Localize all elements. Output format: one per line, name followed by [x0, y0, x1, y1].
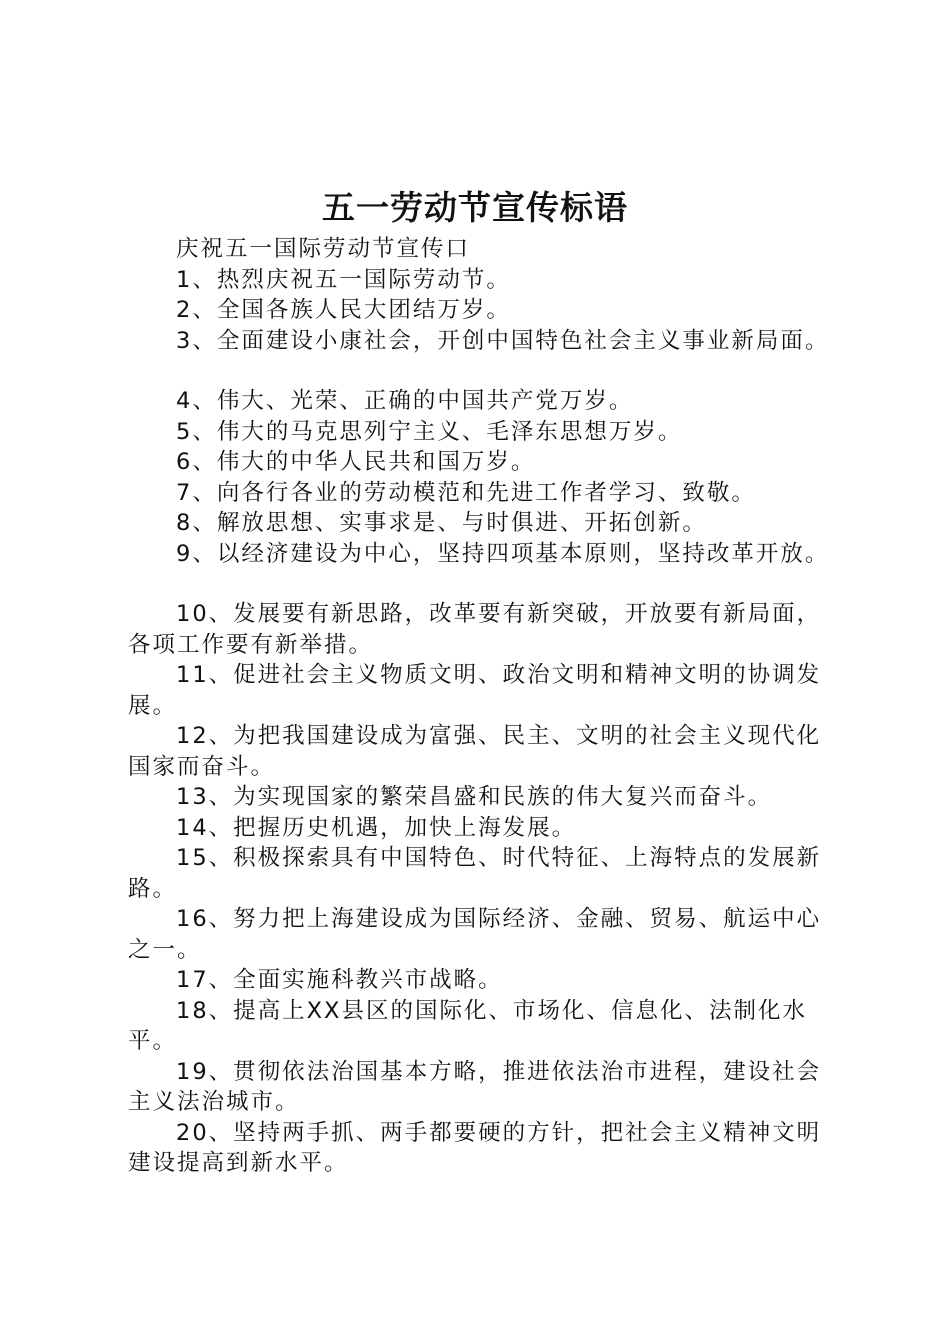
slogan-14: 14、把握历史机遇，加快上海发展。: [176, 814, 577, 841]
slogan-9: 9、以经济建设为中心，坚持四项基本原则，坚持改革开放。: [176, 540, 830, 567]
slogan-20: 20、坚持两手抓、两手都要硬的方针，把社会主义精神文明建设提高到新水平。: [128, 1119, 822, 1176]
slogan-1: 1、热烈庆祝五一国际劳动节。: [176, 266, 511, 293]
slogan-7: 7、向各行各业的劳动模范和先进工作者学习、致敬。: [176, 479, 756, 506]
slogan-10: 10、发展要有新思路，改革要有新突破，开放要有新局面，各项工作要有新举措。: [128, 601, 822, 658]
slogan-6: 6、伟大的中华人民共和国万岁。: [176, 449, 536, 475]
slogan-16: 16、努力把上海建设成为国际经济、金融、贸易、航运中心之一。: [128, 906, 822, 963]
slogan-8: 8、解放思想、实事求是、与时俱进、开拓创新。: [176, 510, 707, 536]
document-body: [128, 234, 840, 1179]
slogan-19: 19、贯彻依法治国基本方略，推进依法治市进程，建设社会主义法治城市。: [128, 1058, 822, 1115]
document-title: 五一劳动节宣传标语: [322, 188, 628, 227]
slogan-2: 2、全国各族人民大团结万岁。: [176, 297, 511, 323]
slogan-17: 17、全面实施科教兴市战略。: [176, 967, 503, 993]
slogan-11: 11、促进社会主义物质文明、政治文明和精神文明的协调发展。: [128, 662, 822, 719]
slogan-18: 18、提高上XX县区的国际化、市场化、信息化、法制化水平。: [128, 997, 807, 1054]
slogan-12: 12、为把我国建设成为富强、民主、文明的社会主义现代化国家而奋斗。: [128, 723, 822, 780]
slogan-15: 15、积极探索具有中国特色、时代特征、上海特点的发展新路。: [128, 845, 822, 902]
slogan-13: 13、为实现国家的繁荣昌盛和民族的伟大复兴而奋斗。: [176, 784, 773, 810]
intro-line: 庆祝五一国际劳动节宣传口: [176, 236, 471, 262]
slogan-4: 4、伟大、光荣、正确的中国共产党万岁。: [176, 388, 634, 414]
slogan-3: 3、全面建设小康社会，开创中国特色社会主义事业新局面。: [176, 327, 830, 354]
slogan-5: 5、伟大的马克思列宁主义、毛泽东思想万岁。: [176, 418, 683, 445]
